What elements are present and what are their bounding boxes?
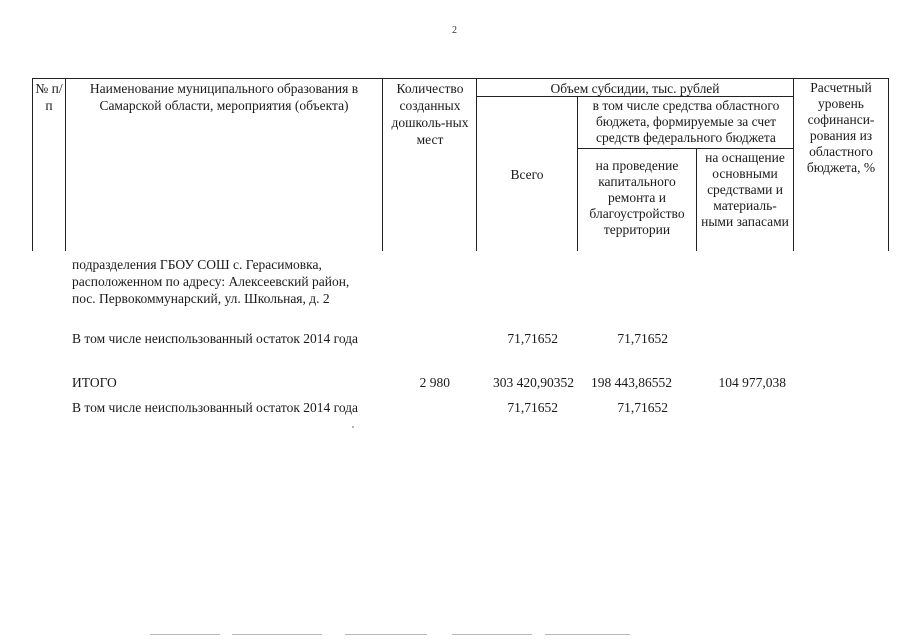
header-places: Количество созданных дошколь-ных мест: [391, 81, 469, 147]
grid-line-federal: [577, 148, 793, 149]
grid-line-v3: [382, 78, 383, 251]
row-total-equipment: 104 977,038: [718, 375, 786, 390]
row-unused-balance-2-name: В том числе неиспользованный остаток 2014 года: [72, 400, 359, 415]
scan-artifact: [452, 634, 532, 635]
row-unused-balance-2-repair: 71,71652: [617, 400, 668, 415]
row-unused-balance-total: 71,71652: [507, 331, 558, 346]
row-total-sum: 303 420,90352: [493, 375, 574, 390]
header-total: Всего: [510, 167, 544, 182]
row-unused-balance-repair: 71,71652: [617, 331, 668, 346]
header-equipment: на оснащение основными средствами и материаль-ными запасами: [701, 150, 789, 229]
header-subsidy: Объем субсидии, тыс. рублей: [550, 81, 720, 96]
header-federal: в том числе средства областного бюджета, формируемые за счет средств федерального бюджета: [592, 98, 780, 145]
header-name: Наименование муниципального образования в Самарской области, мероприятия (объекта): [89, 81, 359, 113]
scan-speck: [352, 426, 354, 428]
scan-artifact: [150, 634, 220, 635]
grid-line-v2: [65, 78, 66, 251]
row-unused-balance-2-total: 71,71652: [507, 400, 558, 415]
row-total-repair: 198 443,86552: [591, 375, 672, 390]
header-number: № п/п: [35, 81, 63, 113]
page-number: 2: [452, 25, 457, 36]
grid-line-v4: [476, 78, 477, 251]
grid-line-v8: [888, 78, 889, 251]
row-total-places: 2 980: [419, 375, 450, 390]
grid-line-top: [32, 78, 888, 79]
row-total-name: ИТОГО: [72, 375, 117, 390]
scan-artifact: [345, 634, 427, 635]
header-repair: на проведение капитального ремонта и благоустройство территории: [589, 158, 685, 237]
grid-line-v5: [577, 96, 578, 251]
grid-line-v6: [696, 148, 697, 251]
row-name-continuation: подразделения ГБОУ СОШ с. Герасимовка, расположенном по адресу: Алексеевский район, пос. Первокоммунарский, ул. Школьная, д. 2: [72, 257, 350, 306]
scan-artifact: [545, 634, 630, 635]
header-cofinancing: Расчетный уровень софинанси-рования из областного бюджета, %: [806, 80, 876, 175]
scan-artifact: [232, 634, 322, 635]
row-unused-balance-name: В том числе неиспользованный остаток 2014 года: [72, 331, 359, 346]
grid-line-v7: [793, 78, 794, 251]
